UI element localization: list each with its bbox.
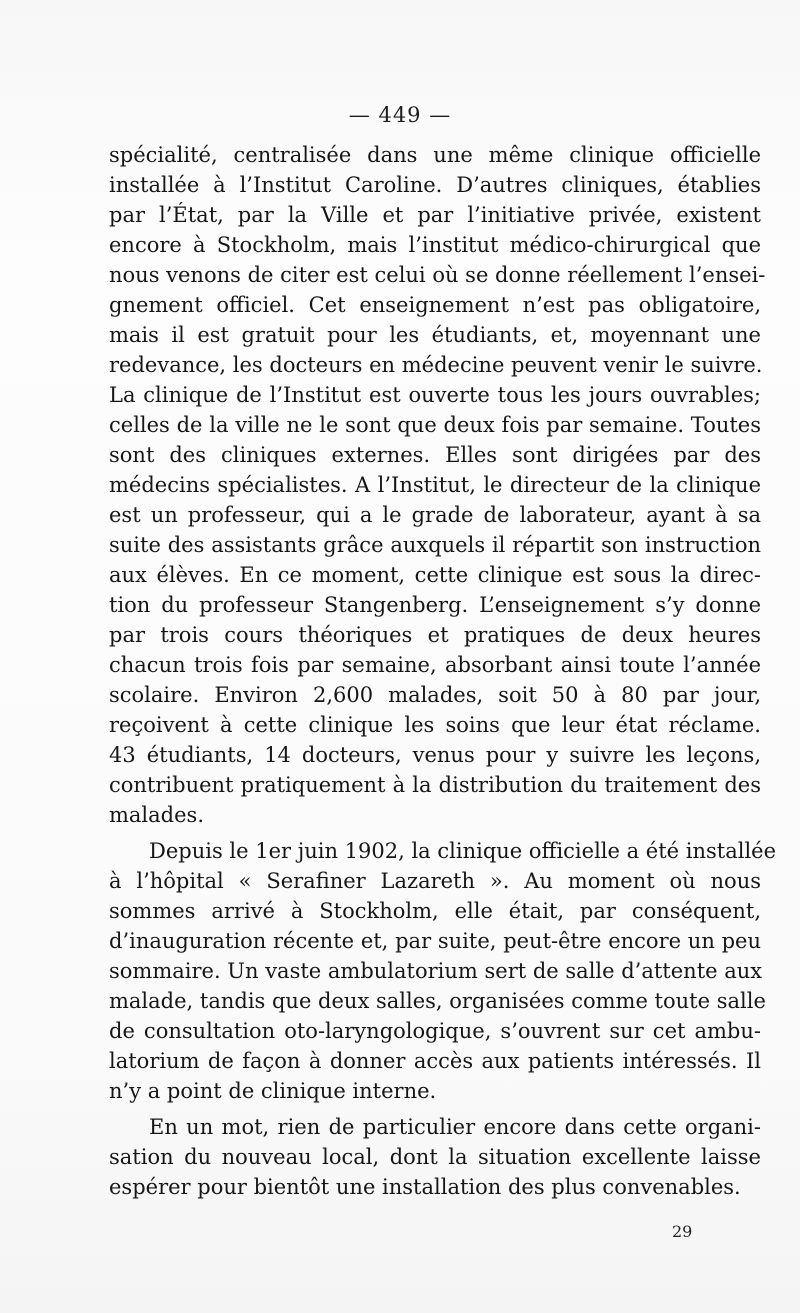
- page-number: — 449 —: [348, 103, 452, 127]
- text-line: tion du professeur Stangenberg. L’enseignement s’y donne: [109, 593, 761, 617]
- text-line: latorium de façon à donner accès aux patients intéressés. Il: [109, 1049, 761, 1073]
- text-line: par l’État, par la Ville et par l’initiative privée, existent: [109, 203, 761, 227]
- text-line: sont des cliniques externes. Elles sont dirigées par des: [109, 443, 761, 467]
- signature-mark: 29: [672, 1222, 693, 1241]
- text-line: d’inauguration récente et, par suite, peut-être encore un peu: [109, 929, 761, 953]
- text-line: encore à Stockholm, mais l’institut médico-chirurgical que: [109, 233, 761, 257]
- text-line: malade, tandis que deux salles, organisées comme toute salle: [109, 989, 766, 1013]
- text-line: La clinique de l’Institut est ouverte tous les jours ouvrables;: [109, 383, 761, 407]
- text-line: mais il est gratuit pour les étudiants, et, moyennant une: [109, 323, 761, 347]
- text-line: contribuent pratiquement à la distribution du traitement des: [109, 773, 761, 797]
- text-line: installée à l’Institut Caroline. D’autres cliniques, établies: [109, 173, 761, 197]
- text-line: nous venons de citer est celui où se donne réellement l’ensei-: [109, 263, 766, 287]
- text-line: celles de la ville ne le sont que deux fois par semaine. Toutes: [109, 413, 761, 437]
- text-line: sommes arrivé à Stockholm, elle était, par conséquent,: [109, 899, 761, 923]
- text-line: médecins spécialistes. A l’Institut, le directeur de la clinique: [109, 473, 761, 497]
- text-line: est un professeur, qui a le grade de laborateur, ayant à sa: [109, 503, 761, 527]
- text-line: à l’hôpital « Serafiner Lazareth ». Au moment où nous: [109, 869, 761, 893]
- body-text: [109, 140, 777, 1202]
- text-line: espérer pour bientôt une installation des plus convenables.: [109, 1175, 741, 1199]
- text-line: gnement officiel. Cet enseignement n’est pas obligatoire,: [109, 293, 761, 317]
- text-line: scolaire. Environ 2,600 malades, soit 50 à 80 par jour,: [109, 683, 761, 707]
- text-line: reçoivent à cette clinique les soins que leur état réclame.: [109, 713, 761, 737]
- text-line: de consultation oto-laryngologique, s’ouvrent sur cet ambu-: [109, 1019, 761, 1043]
- paragraph-2: [109, 836, 777, 1106]
- text-line: sation du nouveau local, dont la situation excellente laisse: [109, 1145, 761, 1169]
- text-line: aux élèves. En ce moment, cette clinique est sous la direc-: [109, 563, 761, 587]
- paragraph-3: [109, 1112, 761, 1202]
- text-line: redevance, les docteurs en médecine peuvent venir le suivre.: [109, 353, 763, 377]
- text-line: sommaire. Un vaste ambulatorium sert de salle d’attente aux: [109, 959, 763, 983]
- paragraph-1: [109, 140, 766, 830]
- text-line: Depuis le 1er juin 1902, la clinique officielle a été installée: [149, 839, 777, 863]
- text-line: suite des assistants grâce auxquels il répartit son instruction: [109, 533, 761, 557]
- text-line: malades.: [109, 803, 204, 827]
- text-line: En un mot, rien de particulier encore dans cette organi-: [149, 1115, 761, 1139]
- text-line: n’y a point de clinique interne.: [109, 1079, 437, 1103]
- text-line: spécialité, centralisée dans une même clinique officielle: [109, 143, 761, 167]
- text-line: 43 étudiants, 14 docteurs, venus pour y suivre les leçons,: [109, 743, 761, 767]
- text-line: par trois cours théoriques et pratiques de deux heures: [109, 623, 761, 647]
- text-line: chacun trois fois par semaine, absorbant ainsi toute l’année: [109, 653, 761, 677]
